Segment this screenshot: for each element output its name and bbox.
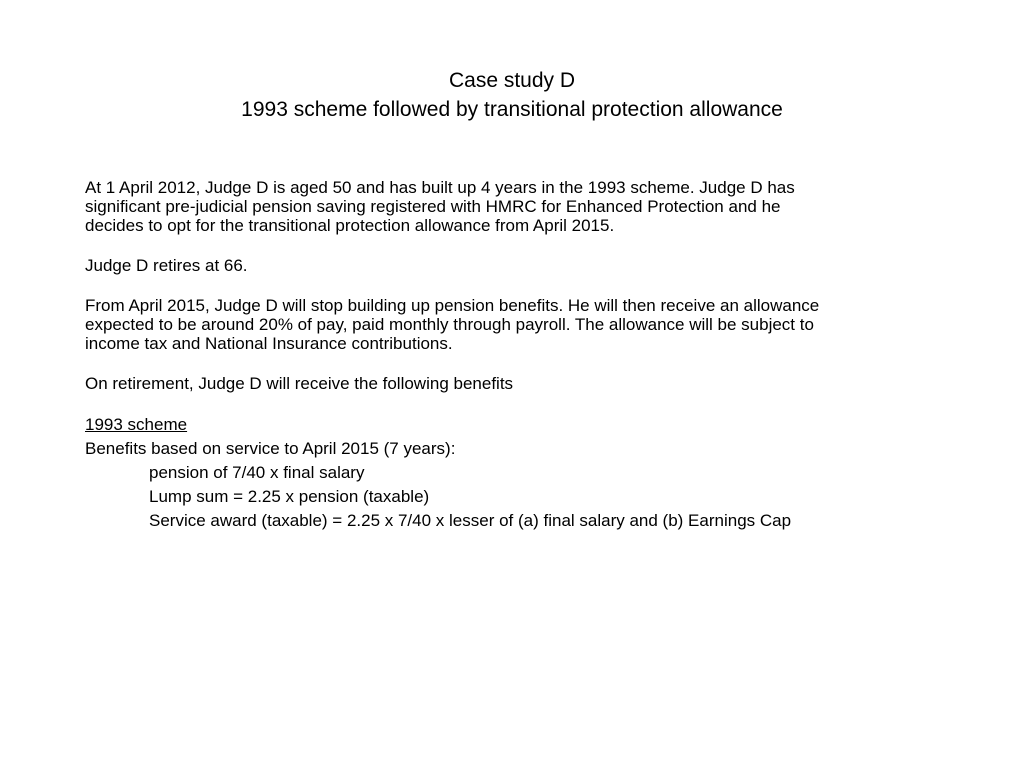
paragraph-opt-in: [85, 178, 965, 235]
paragraph-retirement-age: [85, 256, 965, 275]
benefit-item: Service award (taxable) = 2.25 x 7/40 x lesser of (a) final salary and (b) Earnings Cap: [149, 511, 792, 530]
title-line-1: Case study D: [448, 69, 576, 92]
paragraph-allowance: [85, 296, 965, 353]
benefit-item: Lump sum = 2.25 x pension (taxable): [149, 487, 430, 506]
paragraph-line: On retirement, Judge D will receive the following benefits: [85, 374, 514, 393]
slide-title: [0, 66, 1024, 124]
paragraph-line: At 1 April 2012, Judge D is aged 50 and has built up 4 years in the 1993 scheme. Judge D has: [85, 178, 795, 197]
title-line-2: 1993 scheme followed by transitional protection allowance: [241, 98, 783, 121]
benefit-item: pension of 7/40 x final salary: [149, 463, 365, 482]
section-heading: 1993 scheme: [85, 415, 188, 434]
paragraph-line: significant pre-judicial pension saving registered with HMRC for Enhanced Protection and he: [85, 197, 781, 216]
section-intro: Benefits based on service to April 2015 (7 years):: [85, 439, 456, 458]
paragraph-line: expected to be around 20% of pay, paid monthly through payroll. The allowance will be subject to: [85, 315, 814, 334]
paragraph-line: decides to opt for the transitional protection allowance from April 2015.: [85, 216, 615, 235]
scheme-section: [85, 413, 965, 533]
paragraph-benefits-intro: [85, 374, 965, 393]
paragraph-line: Judge D retires at 66.: [85, 256, 248, 275]
paragraph-line: income tax and National Insurance contributions.: [85, 334, 453, 353]
slide-body: [85, 178, 965, 533]
paragraph-line: From April 2015, Judge D will stop building up pension benefits. He will then receive an allowance: [85, 296, 820, 315]
